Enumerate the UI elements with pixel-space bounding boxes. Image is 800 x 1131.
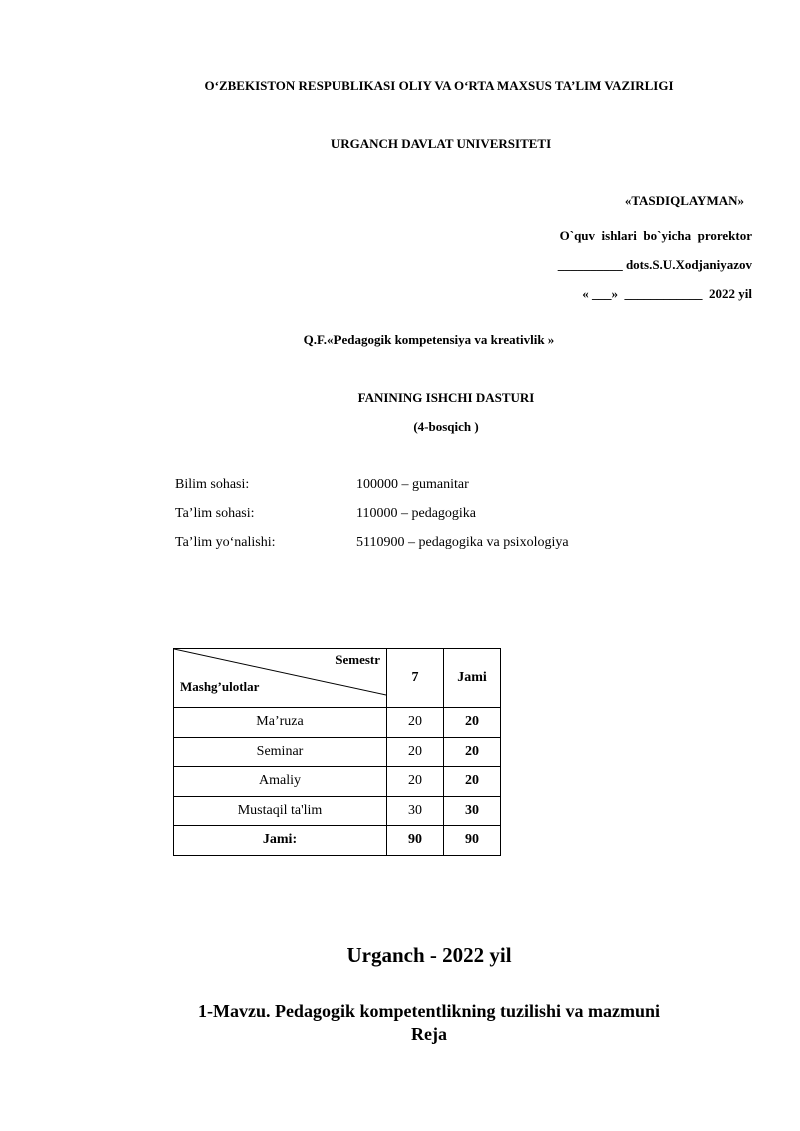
table-row <box>174 708 501 738</box>
topic-title: 1-Mavzu. Pedagogik kompetentlikning tuzilishi va mazmuni <box>197 1001 661 1021</box>
semester-column-header: 7 <box>387 649 444 708</box>
info-value: 110000 – pedagogika <box>356 506 477 521</box>
total-column-header: Jami <box>444 649 501 708</box>
total-hours-cell: 20 <box>444 708 501 738</box>
semester-hours-cell: 20 <box>387 708 444 738</box>
semester-hours-cell: 20 <box>387 737 444 767</box>
info-label: Ta’lim yo‘nalishi: <box>175 535 276 550</box>
semester-total-cell: 90 <box>387 826 444 856</box>
table-row <box>174 767 501 797</box>
total-label-cell: Jami: <box>174 826 387 856</box>
course-name: Q.F.«Pedagogik kompetensiya va kreativlik » <box>303 332 555 347</box>
table-corner-header <box>174 649 387 708</box>
semester-hours-cell: 30 <box>387 796 444 826</box>
total-hours-cell: 30 <box>444 796 501 826</box>
grand-total-cell: 90 <box>444 826 501 856</box>
hours-table <box>173 648 501 856</box>
program-stage: (4-bosqich ) <box>413 419 479 434</box>
approval-date: « ___» ____________ 2022 yil <box>582 286 752 301</box>
table-row <box>174 737 501 767</box>
lesson-type-cell: Mustaqil ta'lim <box>174 796 387 826</box>
total-hours-cell: 20 <box>444 737 501 767</box>
lesson-type-cell: Ma’ruza <box>174 708 387 738</box>
lesson-type-header: Mashg’ulotlar <box>180 679 260 694</box>
info-value: 5110900 – pedagogika va psixologiya <box>356 535 569 550</box>
lesson-type-cell: Amaliy <box>174 767 387 797</box>
table-row <box>174 796 501 826</box>
info-row <box>175 535 569 551</box>
info-label: Ta’lim sohasi: <box>175 506 255 521</box>
approval-signature: __________ dots.S.U.Xodjaniyazov <box>557 257 752 272</box>
ministry-title: O‘ZBEKISTON RESPUBLIKASI OLIY VA O‘RTA MAXSUS TA’LIM VAZIRLIGI <box>204 78 674 93</box>
info-row <box>175 477 469 493</box>
semester-hours-cell: 20 <box>387 767 444 797</box>
lesson-type-cell: Seminar <box>174 737 387 767</box>
total-hours-cell: 20 <box>444 767 501 797</box>
info-row <box>175 506 476 522</box>
university-title: URGANCH DAVLAT UNIVERSITETI <box>330 136 552 151</box>
info-label: Bilim sohasi: <box>175 477 250 492</box>
city-year: Urganch - 2022 yil <box>346 943 512 967</box>
table-total-row <box>174 826 501 856</box>
info-value: 100000 – gumanitar <box>356 477 469 492</box>
program-title: FANINING ISHCHI DASTURI <box>357 390 535 405</box>
approval-title: «TASDIQLAYMAN» <box>624 193 744 208</box>
plan-heading: Reja <box>411 1024 447 1044</box>
approval-position: O`quv ishlari bo`yicha prorektor <box>559 228 752 243</box>
semester-header: Semestr <box>335 652 380 667</box>
